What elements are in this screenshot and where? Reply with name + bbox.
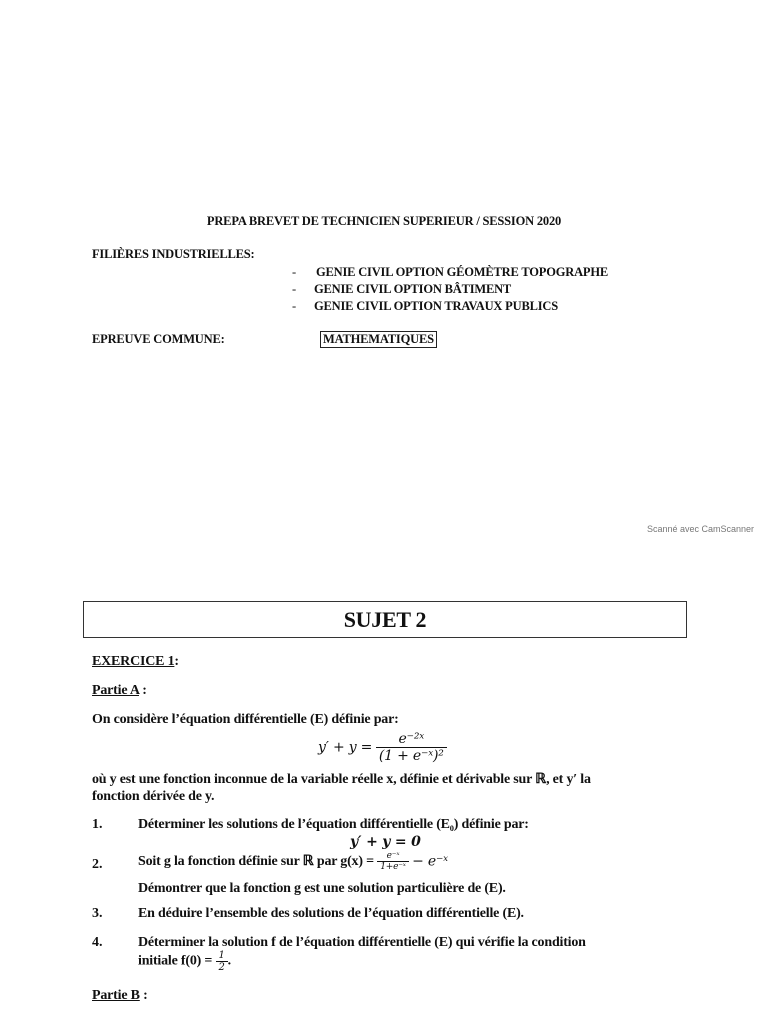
initial-denominator: 2 xyxy=(218,962,225,973)
g-denominator: 1+e⁻ˣ xyxy=(380,862,406,872)
option-label: GENIE CIVIL OPTION BÂTIMENT xyxy=(314,282,512,296)
question-number: 1. xyxy=(92,817,103,832)
exercice-label: EXERCICE 1 xyxy=(92,654,175,669)
exercice-title xyxy=(92,654,179,670)
g-numerator: e⁻ˣ xyxy=(377,851,409,862)
option-bullet: - xyxy=(292,299,296,313)
initial-numerator: 1 xyxy=(216,950,228,962)
question-4-line-2 xyxy=(138,950,231,973)
exercice-colon: : xyxy=(174,654,179,669)
option-item xyxy=(292,265,608,280)
partie-b-heading xyxy=(92,988,148,1004)
initial-value-fraction xyxy=(216,950,228,973)
equation-numerator: e⁻²ˣ xyxy=(376,731,447,748)
context-line-1: où y est une fonction inconnue de la variable réelle x, définie et dérivable sur ℝ, et y′ la xyxy=(92,772,591,787)
initial-condition-text: initiale f(0) = xyxy=(138,953,213,969)
option-label: GENIE CIVIL OPTION GÉOMÈTRE TOPOGRAPHE xyxy=(316,265,608,279)
initial-period: . xyxy=(227,953,231,969)
g-tail: − e⁻ˣ xyxy=(412,853,448,870)
option-item xyxy=(292,282,511,297)
question-number: 2. xyxy=(92,857,103,872)
exam-title: PREPA BREVET DE TECHNICIEN SUPERIEUR / SESSION 2020 xyxy=(206,214,562,228)
question-text: En déduire l’ensemble des solutions de l’équation différentielle (E). xyxy=(138,906,524,921)
partie-b-label: Partie B xyxy=(92,988,140,1003)
option-bullet: - xyxy=(292,265,296,279)
equation-lhs: y′ + y = xyxy=(318,739,373,756)
subject-name: MATHEMATIQUES xyxy=(320,331,437,348)
scanner-watermark: Scanné avec CamScanner xyxy=(646,524,754,534)
partie-a-colon: : xyxy=(139,683,147,698)
option-bullet: - xyxy=(292,282,296,296)
partie-b-colon: : xyxy=(139,988,148,1003)
question-text xyxy=(138,851,448,872)
option-item xyxy=(292,299,558,314)
homogeneous-equation: y′ + y = 0 xyxy=(350,834,421,850)
g-fraction xyxy=(377,851,409,872)
question-text: Déterminer les solutions de l’équation différentielle (E₀) définie par: xyxy=(138,817,529,832)
question-number: 3. xyxy=(92,906,103,921)
epreuve-label: EPREUVE COMMUNE: xyxy=(92,332,225,346)
question-2-text: Soit g la fonction définie sur ℝ par g(x) = xyxy=(138,854,374,869)
sujet-heading: SUJET 2 xyxy=(83,601,687,638)
partie-a-heading xyxy=(92,683,147,699)
question-2-line-2: Démontrer que la fonction g est une solution particulière de (E). xyxy=(138,881,506,896)
context-line-2: fonction dérivée de y. xyxy=(92,789,215,804)
main-equation xyxy=(318,731,447,764)
filieres-label: FILIÈRES INDUSTRIELLES: xyxy=(92,247,255,261)
option-label: GENIE CIVIL OPTION TRAVAUX PUBLICS xyxy=(314,299,558,313)
question-number: 4. xyxy=(92,935,103,950)
equation-denominator: (1 + e⁻ˣ)² xyxy=(378,748,444,764)
partie-a-label: Partie A xyxy=(92,683,139,698)
equation-intro: On considère l’équation différentielle (E) définie par: xyxy=(92,712,399,727)
equation-fraction xyxy=(376,731,447,764)
question-text: Déterminer la solution f de l’équation différentielle (E) qui vérifie la condition xyxy=(138,935,586,950)
